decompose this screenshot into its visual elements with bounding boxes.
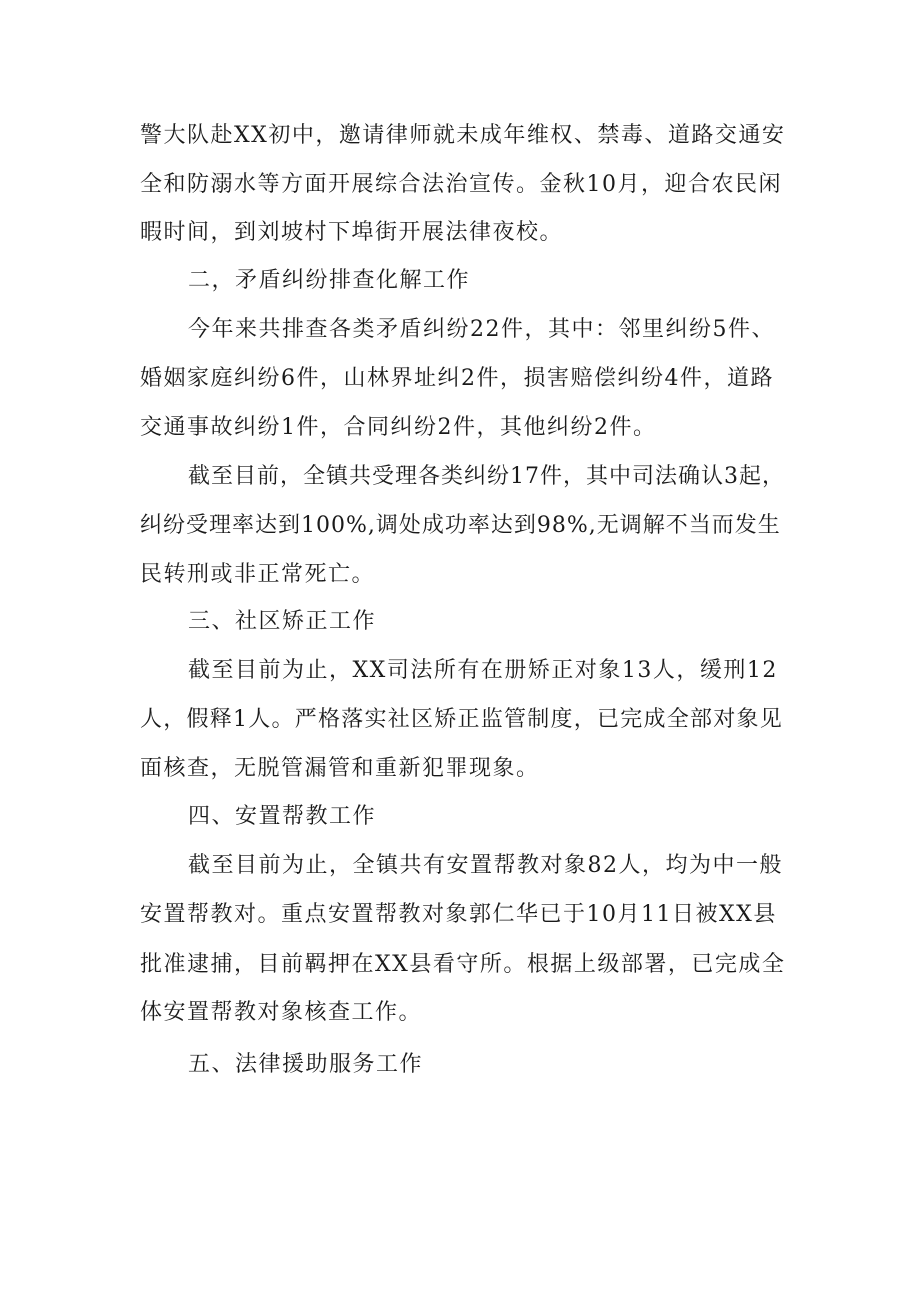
section-heading: 四、安置帮教工作 — [188, 804, 377, 829]
paragraph-line: 截至目前，全镇共受理各类纠纷17件，其中司法确认3起， — [188, 464, 785, 489]
paragraph-line: 全和防溺水等方面开展综合法治宣传。金秋10月，迎合农民闲 — [140, 172, 782, 197]
paragraph-line: 民转刑或非正常死亡。 — [140, 562, 376, 587]
paragraph-line: 体安置帮教对象核查工作。 — [140, 1000, 423, 1025]
paragraph-line: 交通事故纠纷1件，合同纠纷2件，其他纠纷2件。 — [140, 415, 657, 440]
paragraph-line: 截至目前为止，XX司法所有在册矫正对象13人，缓刑12 — [188, 658, 778, 683]
paragraph-line: 警大队赴XX初中，邀请律师就未成年维权、禁毒、道路交通安 — [140, 123, 786, 148]
section-heading: 三、社区矫正工作 — [188, 609, 377, 634]
paragraph-line: 面核查，无脱管漏管和重新犯罪现象。 — [140, 756, 540, 781]
section-heading: 五、法律援助服务工作 — [188, 1052, 424, 1077]
paragraph-line: 截至目前为止，全镇共有安置帮教对象82人，均为中一般 — [188, 853, 783, 878]
paragraph-line: 纠纷受理率达到100%,调处成功率达到98%,无调解不当而发生 — [140, 513, 781, 538]
paragraph-line: 婚姻家庭纠纷6件，山林界址纠2件，损害赔偿纠纷4件，道路 — [140, 366, 774, 391]
section-heading: 二，矛盾纠纷排查化解工作 — [188, 268, 471, 293]
paragraph-line: 批准逮捕，目前羁押在XX县看守所。根据上级部署，已完成全 — [140, 952, 786, 977]
paragraph-line: 安置帮教对。重点安置帮教对象郭仁华已于10月11日被XX县 — [140, 902, 777, 927]
paragraph-line: 今年来共排查各类矛盾纠纷22件，其中：邻里纠纷5件、 — [188, 317, 775, 342]
paragraph-line: 人，假释1人。严格落实社区矫正监管制度，已完成全部对象见 — [140, 707, 783, 732]
paragraph-line: 暇时间，到刘坡村下埠街开展法律夜校。 — [140, 220, 564, 245]
